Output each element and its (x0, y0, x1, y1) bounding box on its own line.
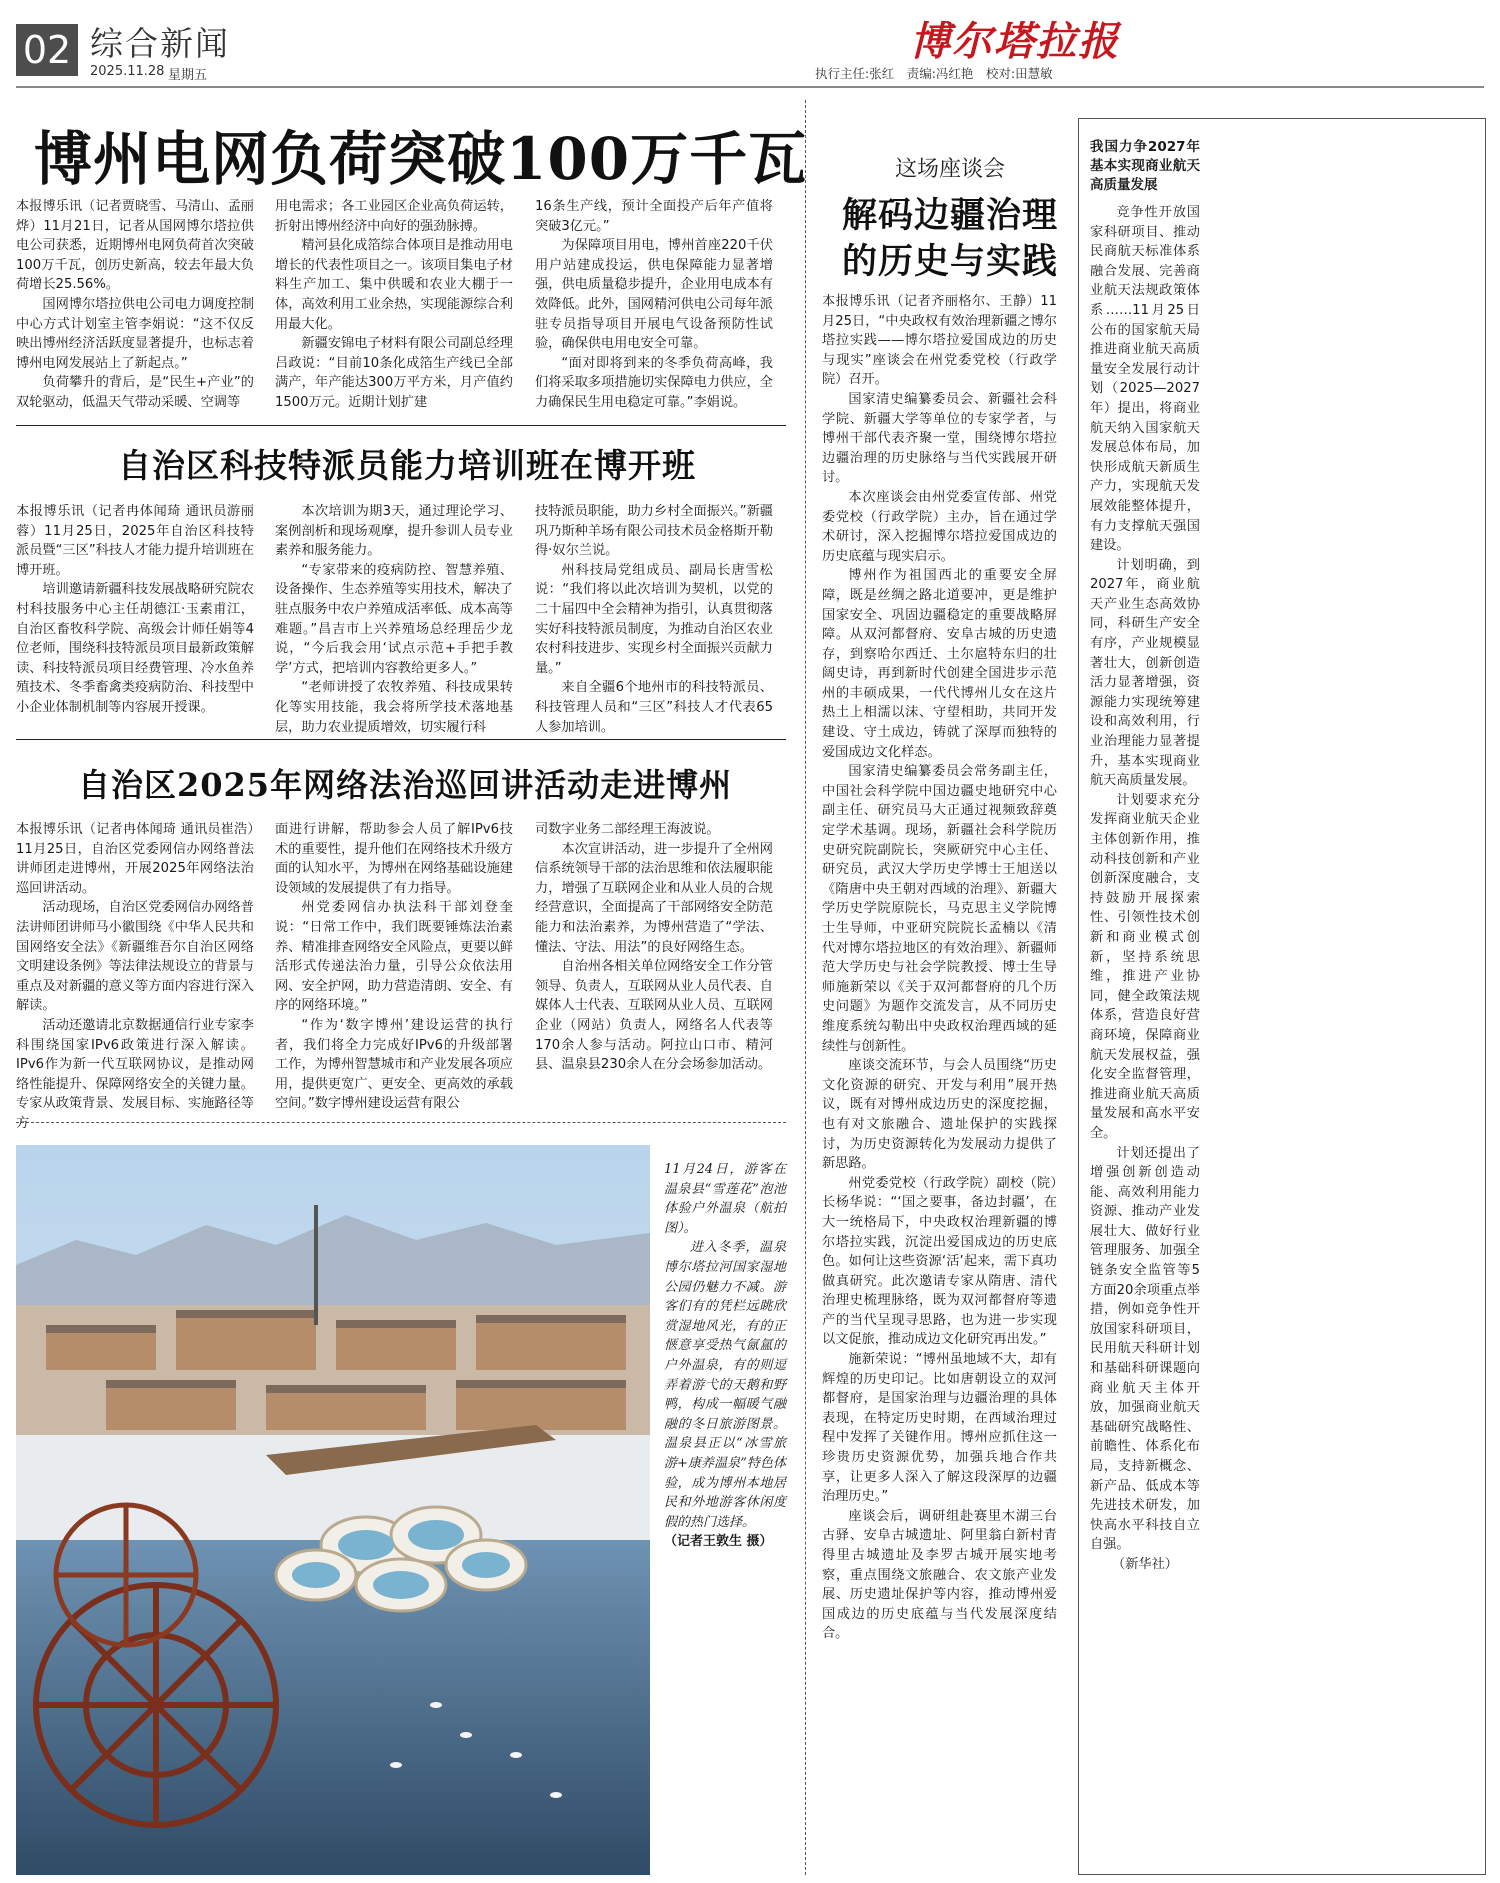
article4-paragraph: 州党委党校（行政学院）副校（院）长杨华说：“‘国之要事，备边封疆’，在大一统格局下，中央政权治理新疆的博尔塔拉实践，沉淀出爱国成边的历史底色。如何让这些资源‘活’起来，需下真功做真研究。此次邀请专家从隋唐、清代治理史梳理脉络，既为双河都督府等遗产的当代呈现寻思路，也为进一步实现以文促旅，推动成边文化研究再出发。” (822, 1175, 1057, 1348)
sidebar-paragraph: 竞争性开放国家科研项目、推动民商航天标准体系融合发展、完善商业航天法规政策体系……11月25日公布的国家航天局推进商业航天高质量安全发展行动计划（2025—2027年）提出，将商业航天纳入国家航天发展总体布局，加快形成航天新质生产力，实现航天发展效能整体提升，有力支撑航天强国建设。 (1090, 205, 1200, 554)
article4-paragraph: 博州作为祖国西北的重要安全屏障，既是丝绸之路北道要冲，更是维护国家安全、巩固边疆稳定的重要战略屏障。从双河都督府、安阜古城的历史遗存，到察哈尔西迁、土尔扈特东归的壮阔史诗，再到新时代创建全国进步示范州的丰硕成果，一代代博州儿女在这片热土上相濡以沫、守望相助，共同开发建设、守土成边，铸就了深厚而独特的爱国成边文化样态。 (822, 568, 1057, 760)
article1-column-1 (16, 197, 254, 410)
article3-paragraph: 自治州各相关单位网络安全工作分管领导、负责人，互联网从业人员代表、自媒体人士代表、互联网从业人员、互联网企业（网站）负责人，网络名人代表等170余人参与活动。阿拉山口市、精河县、温泉县230余人在分会场参加活动。 (535, 959, 773, 1073)
article2-paragraph: 来自全疆6个地州市的科技特派员、科技管理人员和“三区”科技人才代表65人参加培训。 (535, 680, 773, 735)
article3-paragraph: 司数字业务二部经理王海波说。 (535, 822, 720, 837)
article2-paragraph: “专家带来的疫病防控、智慧养殖、设备操作、生态养殖等实用技术，解决了驻点服务中农户养殖成活率低、成本高等难题。”昌吉市上兴养殖场总经理岳少龙说，“今后我会用‘试点示范+手把手教学’方式，把培训内容教给更多人。” (275, 562, 513, 676)
divider (16, 739, 786, 740)
section-title: 综合新闻 (90, 24, 230, 63)
masthead-rule (16, 86, 1484, 88)
article4-lead: 本报博乐讯（记者齐丽格尔、王静）11月25日，“中央政权有效治理新疆之博尔塔拉实践——博尔塔拉爱国成边的历史与现实”座谈会在州党委党校（行政学院）召开。 (822, 294, 1057, 388)
article1-paragraph: 国网博尔塔拉供电公司电力调度控制中心方式计划室主管李娟说：“这不仅反映出博州经济活跃度显著提升，也标志着博州电网发展站上了新起点。” (16, 296, 254, 371)
article1-paragraph: 16条生产线，预计全面投产后年产值将突破3亿元。” (535, 199, 773, 234)
issue-weekday: 星期五 (168, 68, 208, 83)
article3-lead: 本报博乐讯（记者冉体闻琦 通讯员崔浩）11月25日，自治区党委网信办网络普法讲师团走进博州，开展2025年网络法治巡回讲活动。 (16, 822, 254, 896)
article1-column-2 (275, 197, 513, 410)
waterwheel-2 (56, 1505, 196, 1645)
article2-column-2 (275, 502, 513, 735)
page-number-badge: 02 (16, 24, 78, 76)
article4-paragraph: 座谈会后，调研组赴赛里木湖三台古驿、安阜古城遗址、阿里翁白新村青得里古城遗址及李罗古城开展实地考察，重点围绕文旅融合、农文旅产业发展、历史遗址保护等内容，推动博州爱国成边的历史底蕴与当代发展深度结合。 (822, 1508, 1057, 1642)
article4-paragraph: 本次座谈会由州党委宣传部、州党委党校（行政学院）主办，旨在通过学术研讨，深入挖掘博尔塔拉爱国成边的历史底蕴与现实启示。 (822, 489, 1057, 564)
article4-paragraph: 座谈交流环节，与会人员围绕“历史文化资源的研究、开发与利用”展开热议，既有对博州成边历史的深度挖掘，也有对文旅融合、遗址保护的实践探讨，为历史资源转化为发展动力提供了新思路。 (822, 1058, 1057, 1172)
article2-paragraph: 州科技局党组成员、副局长唐雪松说：“我们将以此次培训为契机，以党的二十届四中全会精神为指引，认真贯彻落实好科技特派员制度，为推动自治区农业农村科技进步、实现乡村全面振兴贡献力量。” (535, 562, 773, 676)
photo-caption-body: 进入冬季，温泉博尔塔拉河国家湿地公园仍魅力不减。游客们有的凭栏远眺欣赏湿地风光，有的正惬意享受热气氤氲的户外温泉，有的则逗弄着游弋的天鹅和野鸭，构成一幅暖气融融的冬日旅游图景。温泉县正以“冰雪旅游+康养温泉”特色体验，成为博州本地居民和外地游客休闲度假的热门选择。 (664, 1240, 786, 1530)
article4-paragraph: 施新荣说：“博州虽地域不大，却有辉煌的历史印记。比如唐朝设立的双河都督府，是国家治理与边疆治理的具体表现，在特定历史时期，在西域治理过程中发挥了关键作用。博州应抓住这一珍贵历史资源优势，加强兵地合作共享，让更多人深入了解这段深厚的边疆治理历史。” (822, 1352, 1057, 1505)
article2-headline: 自治区科技特派员能力培训班在博开班 (118, 446, 696, 485)
article4-kicker: 这场座谈会 (894, 157, 1005, 182)
article2-column-1 (16, 502, 254, 717)
article2-paragraph: 培训邀请新疆科技发展战略研究院农村科技服务中心主任胡德江·玉素甫江，自治区畜牧科学院、高级会计师任娟等4位老师，围绕科技特派员项目最新政策解读、科技特派员项目经费管理、冷水鱼养殖技术、冬季畜禽类疫病防治、科技型中小企业体制机制等内容展开授课。 (16, 582, 254, 715)
article3-paragraph: “作为‘数字博州’建设运营的执行者，我们将全力完成好IPv6的升级部署工作，为博州智慧城市和产业发展各项应用，提供更宽广、更安全、更高效的承载空间。”数字博州建设运营有限公 (275, 1017, 513, 1112)
article2-lead: 本报博乐讯（记者冉体闻琦 通讯员游丽蓉）11月25日，2025年自治区科技特派员暨“三区”科技人才能力提升培训班在博开班。 (16, 504, 254, 578)
article1-paragraph: 用电需求；各工业园区企业高负荷运转，折射出博州经济中向好的强劲脉搏。 (275, 199, 513, 234)
article2-paragraph: 技特派员职能，助力乡村全面振兴。”新疆巩乃斯种羊场有限公司技术员金格斯开勒得·奴尔兰说。 (535, 504, 773, 559)
article4-paragraph: 国家清史编纂委员会、新疆社会科学院、新疆大学等单位的专家学者，与博州干部代表齐聚一堂，围绕博尔塔拉边疆治理的历史脉络与当代实践展开研讨。 (822, 391, 1057, 486)
article1-paragraph: 为保障项目用电，博州首座220千伏用户站建成投运，供电保障能力显著增强，供电质量稳步提升，企业用电成本有效降低。此外，国网精河供电公司每年派驻专员指导项目开展电气设备预防性试验，确保供电用电安全可靠。 (535, 238, 773, 352)
sidebar-source: （新华社） (1112, 1556, 1178, 1572)
article3-paragraph: 本次宣讲活动，进一步提升了全州网信系统领导干部的法治思维和依法履职能力，增强了互联网企业和从业人员的合规经营意识，全面提高了干部网络安全防范能力和法治素养，为博州营造了“学法、懂法、守法、用法”的良好网络生态。 (535, 841, 773, 955)
wetland-hot-spring-photo (16, 1145, 650, 1875)
article2-column-3 (535, 502, 773, 735)
column-divider (805, 100, 806, 1875)
article1-paragraph: 精河县化成箔综合体项目是推动用电增长的代表性项目之一。该项目集电子材料生产加工、集中供暖和农业大棚于一体，高效利用工业余热，实现能源综合利用最大化。 (275, 238, 513, 332)
article4-paragraph: 国家清史编纂委员会常务副主任，中国社会科学院中国边疆史地研究中心副主任、研究员马大正通过视频致辞奠定学术基调。现场，新疆社会科学院历史研究院副院长，突厥研究中心主任、研究员，武汉大学历史学博士王旭送以《隋唐中央王朝对西域的治理》、新疆大学历史学院原院长，马克思主义学院博士生导师，中亚研究院院长孟楠以《清代对博尔塔拉地区的有效治理》、新疆师范大学历史与社会学院教授、博士生导师施新荣以《关于双河都督府的几个历史问题》为题作交流发言，从不同历史维度系统勾勒出中央政权治理西域的延续性与创新性。 (822, 764, 1057, 1054)
divider (16, 1122, 786, 1123)
article1-paragraph: 负荷攀升的背后，是“民生+产业”的双轮驱动，低温天气带动采暖、空调等 (16, 375, 254, 410)
article1-column-3 (535, 197, 773, 410)
editorial-staff: 执行主任:张红 责编:冯红艳 校对:田慧敏 (815, 66, 1053, 81)
photo-caption-lead: 11月24日，游客在温泉县“雪莲花”泡池体验户外温泉（航拍图）。 (664, 1162, 786, 1236)
article1-lead: 本报博乐讯（记者贾晓雪、马清山、孟丽烨）11月21日，记者从国网博尔塔拉供电公司获悉，近期博州电网负荷首次突破100万千瓦，创历史新高，较去年最大负荷增长25.56%。 (16, 199, 254, 293)
article1-paragraph: “面对即将到来的冬季负荷高峰，我们将采取多项措施切实保障电力供应，全力确保民生用电稳定可靠。”李娟说。 (535, 355, 773, 410)
radio-tower (314, 1205, 318, 1325)
article1-headline: 博州电网负荷突破100万千瓦 (34, 125, 808, 193)
sidebar-paragraph: 计划要求充分发挥商业航天企业主体创新作用，推动科技创新和产业创新深度融合，支持鼓励开展探索性、引领性技术创新和商业模式创新，坚持系统思维，推进产业协同，健全政策法规体系，营造良好营商环境，保障商业航天发展权益，强化安全监督管理，推进商业航天高质量发展和高水平安全。 (1090, 792, 1200, 1141)
article3-paragraph: 州党委网信办执法科干部刘登奎说：“日常工作中，我们既要锤炼法治素养、精准排查网络安全风险点，更要以鲜活形式传递法治力量，引导公众依法用网、安全护网，助力营造清朗、安全、有序的网络环境。” (275, 900, 513, 1014)
sidebar-content (1090, 138, 1200, 1868)
sidebar-paragraph: 计划还提出了增强创新创造动能、高效利用能力资源、推动产业发展壮大、做好行业管理服务、加强全链条安全监管等5方面20余项重点举措，例如竞争性开放国家科研项目，民用航天科研计划和基础科研课题向商业航天主体开放，加强商业航天基础研究战略性、前瞻性、体系化布局，支持新概念、新产品、低成本等先进技术研发，加快高水平科技自立自强。 (1090, 1145, 1200, 1553)
issue-date: 2025.11.28 (90, 64, 165, 79)
sidebar-headline: 我国力争2027年基本实现商业航天高质量发展 (1090, 139, 1200, 193)
paper-logo: 博尔塔拉报 (910, 18, 1120, 65)
divider (16, 425, 786, 426)
article3-column-1 (16, 820, 254, 1131)
article3-column-2 (275, 820, 513, 1112)
article4-headline-line1: 解码边疆治理 (841, 195, 1058, 236)
photo-credit: （记者王敦生 摄） (664, 1534, 773, 1550)
article3-paragraph: 活动还邀请北京数据通信行业专家李科围绕国家IPv6政策进行深入解读。IPv6作为新一代互联网协议，是推动网络性能提升、保障网络安全的关键力量。专家从政策背景、发展目标、实施路径等方 (16, 1017, 254, 1131)
photo-caption (664, 1160, 786, 1875)
article4-headline-line2: 的历史与实践 (841, 241, 1058, 282)
article2-paragraph: 本次培训为期3天，通过理论学习、案例剖析和现场观摩，提升参训人员专业素养和服务能力。 (275, 504, 513, 559)
article3-paragraph: 面进行讲解，帮助参会人员了解IPv6技术的重要性，提升他们在网络技术升级方面的认知水平，为博州在网络基础设施建设领域的发展提供了有力指导。 (275, 822, 513, 896)
article3-headline: 自治区2025年网络法治巡回讲活动走进博州 (78, 766, 733, 804)
article2-paragraph: “老师讲授了农牧养殖、科技成果转化等实用技能，我会将所学技术落地基层，助力农业提质增效，切实履行科 (275, 680, 513, 735)
article1-paragraph: 新疆安锦电子材料有限公司副总经理吕政说：“目前10条化成箔生产线已全部满产，年产能达300万平方米，月产值约1500万元。近期计划扩建 (275, 336, 513, 410)
sidebar-paragraph: 计划明确，到2027年，商业航天产业生态高效协同，科研生产安全有序，产业规模显著壮大，创新创造活力显著增强，资源能力实现统筹建设和高效利用，行业治理能力显著提升，基本实现商业航天高质量发展。 (1090, 557, 1200, 789)
article3-column-3 (535, 820, 773, 1095)
article4-body (822, 292, 1057, 1880)
article3-paragraph: 活动现场，自治区党委网信办网络普法讲师团讲师马小徽围绕《中华人民共和国网络安全法》《新疆维吾尔自治区网络文明建设条例》等法律法规设立的背景与重点及对新疆的意义等方面内容进行深入解读。 (16, 900, 254, 1014)
